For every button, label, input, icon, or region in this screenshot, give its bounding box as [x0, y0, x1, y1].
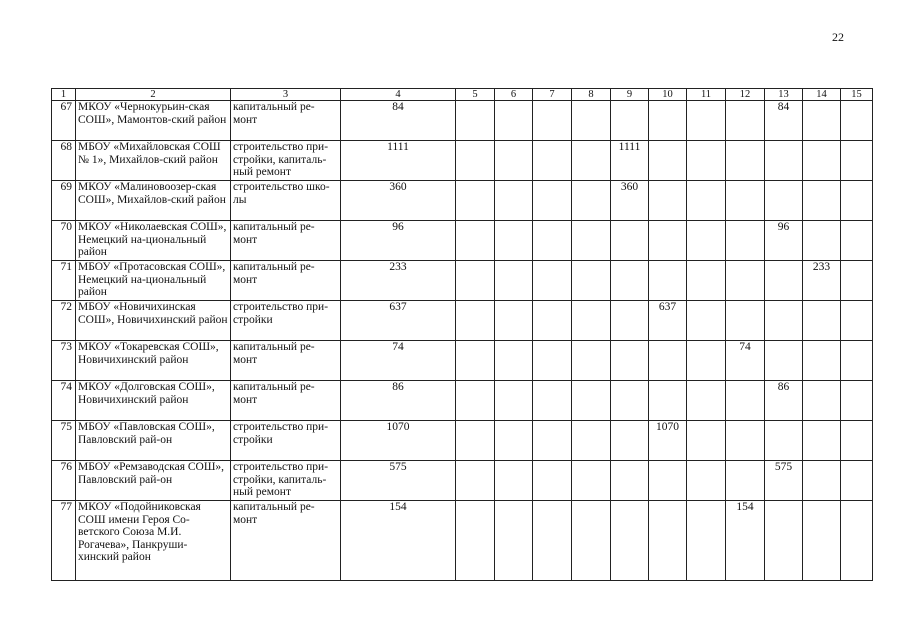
year-cell: [495, 221, 533, 261]
row-number: 74: [52, 381, 76, 421]
school-name: МКОУ «Николаевская СОШ», Немецкий на-циональный район: [76, 221, 231, 261]
year-cell: [687, 461, 726, 501]
year-cell: [572, 101, 611, 141]
year-cell: [533, 221, 572, 261]
year-cell: [687, 501, 726, 581]
year-cell: [803, 501, 841, 581]
year-cell: [456, 261, 495, 301]
row-number: 77: [52, 501, 76, 581]
year-cell: [456, 341, 495, 381]
column-header: 7: [533, 89, 572, 101]
year-cell: [495, 261, 533, 301]
year-cell: [803, 101, 841, 141]
year-cell: [649, 181, 687, 221]
year-cell: [649, 141, 687, 181]
year-cell: 154: [726, 501, 765, 581]
year-cell: [726, 261, 765, 301]
school-name: МКОУ «Малиновоозер-ская СОШ», Михайлов-ский район: [76, 181, 231, 221]
year-cell: [456, 141, 495, 181]
year-cell: [687, 421, 726, 461]
year-cell: [495, 461, 533, 501]
table-row: [52, 341, 873, 381]
year-cell: [533, 261, 572, 301]
school-name: МБОУ «Ремзаводская СОШ», Павловский рай-он: [76, 461, 231, 501]
year-cell: [726, 181, 765, 221]
year-cell: [765, 141, 803, 181]
total-value: 233: [341, 261, 456, 301]
year-cell: [572, 301, 611, 341]
year-cell: [726, 301, 765, 341]
total-value: 360: [341, 181, 456, 221]
year-cell: [572, 461, 611, 501]
year-cell: [841, 101, 873, 141]
year-cell: [765, 501, 803, 581]
year-cell: [687, 101, 726, 141]
year-cell: [841, 461, 873, 501]
year-cell: [533, 101, 572, 141]
year-cell: [572, 141, 611, 181]
year-cell: [611, 381, 649, 421]
column-header: 15: [841, 89, 873, 101]
year-cell: [456, 381, 495, 421]
table-row: [52, 421, 873, 461]
year-cell: [841, 381, 873, 421]
total-value: 86: [341, 381, 456, 421]
row-number: 68: [52, 141, 76, 181]
year-cell: [841, 301, 873, 341]
year-cell: [726, 141, 765, 181]
row-number: 72: [52, 301, 76, 341]
column-header: 5: [456, 89, 495, 101]
year-cell: [649, 221, 687, 261]
year-cell: [495, 501, 533, 581]
year-cell: [687, 381, 726, 421]
column-header: 12: [726, 89, 765, 101]
column-header: 4: [341, 89, 456, 101]
year-cell: [803, 421, 841, 461]
year-cell: [841, 221, 873, 261]
year-cell: [726, 461, 765, 501]
total-value: 84: [341, 101, 456, 141]
year-cell: [495, 381, 533, 421]
year-cell: [803, 141, 841, 181]
year-cell: [611, 221, 649, 261]
column-header: 10: [649, 89, 687, 101]
column-header: 1: [52, 89, 76, 101]
total-value: 1070: [341, 421, 456, 461]
school-name: МБОУ «Новичихинская СОШ», Новичихинский район: [76, 301, 231, 341]
year-cell: [611, 501, 649, 581]
table-row: [52, 381, 873, 421]
year-cell: [765, 181, 803, 221]
year-cell: [572, 501, 611, 581]
year-cell: 84: [765, 101, 803, 141]
year-cell: [495, 341, 533, 381]
work-type: капитальный ре-монт: [231, 221, 341, 261]
year-cell: [765, 421, 803, 461]
year-cell: [611, 461, 649, 501]
year-cell: [765, 301, 803, 341]
year-cell: [456, 461, 495, 501]
school-name: МБОУ «Протасовская СОШ», Немецкий на-циональный район: [76, 261, 231, 301]
year-cell: [533, 461, 572, 501]
year-cell: [841, 341, 873, 381]
year-cell: [649, 101, 687, 141]
work-type: капитальный ре-монт: [231, 501, 341, 581]
row-number: 75: [52, 421, 76, 461]
year-cell: [803, 461, 841, 501]
table-row: [52, 221, 873, 261]
year-cell: [726, 421, 765, 461]
total-value: 637: [341, 301, 456, 341]
year-cell: [649, 381, 687, 421]
year-cell: [803, 301, 841, 341]
year-cell: [495, 101, 533, 141]
school-name: МКОУ «Токаревская СОШ», Новичихинский район: [76, 341, 231, 381]
row-number: 69: [52, 181, 76, 221]
year-cell: 637: [649, 301, 687, 341]
year-cell: [533, 501, 572, 581]
year-cell: 1111: [611, 141, 649, 181]
year-cell: [841, 141, 873, 181]
year-cell: [649, 461, 687, 501]
year-cell: [841, 181, 873, 221]
year-cell: [533, 141, 572, 181]
year-cell: [456, 181, 495, 221]
funding-table: [51, 88, 873, 581]
year-cell: [841, 501, 873, 581]
school-name: МБОУ «Павловская СОШ», Павловский рай-он: [76, 421, 231, 461]
year-cell: [533, 421, 572, 461]
year-cell: [765, 261, 803, 301]
total-value: 96: [341, 221, 456, 261]
table-row: [52, 181, 873, 221]
column-header: 3: [231, 89, 341, 101]
work-type: строительство при-стройки: [231, 301, 341, 341]
year-cell: 86: [765, 381, 803, 421]
year-cell: [687, 141, 726, 181]
column-header: 2: [76, 89, 231, 101]
year-cell: [803, 381, 841, 421]
year-cell: [533, 341, 572, 381]
total-value: 1111: [341, 141, 456, 181]
year-cell: [611, 261, 649, 301]
year-cell: [726, 221, 765, 261]
year-cell: [611, 301, 649, 341]
row-number: 67: [52, 101, 76, 141]
column-header: 6: [495, 89, 533, 101]
year-cell: [803, 221, 841, 261]
work-type: капитальный ре-монт: [231, 381, 341, 421]
year-cell: [726, 101, 765, 141]
year-cell: [495, 181, 533, 221]
row-number: 76: [52, 461, 76, 501]
year-cell: 575: [765, 461, 803, 501]
year-cell: [572, 261, 611, 301]
year-cell: [456, 501, 495, 581]
year-cell: [687, 341, 726, 381]
total-value: 575: [341, 461, 456, 501]
year-cell: [841, 261, 873, 301]
column-header: 14: [803, 89, 841, 101]
year-cell: [533, 301, 572, 341]
year-cell: 360: [611, 181, 649, 221]
page-number: 22: [832, 30, 844, 44]
table-row: [52, 261, 873, 301]
year-cell: [726, 381, 765, 421]
year-cell: [687, 261, 726, 301]
column-header: 13: [765, 89, 803, 101]
column-header: 11: [687, 89, 726, 101]
year-cell: [456, 421, 495, 461]
year-cell: [456, 101, 495, 141]
table-row: [52, 141, 873, 181]
header-row: [52, 89, 873, 101]
column-header: 8: [572, 89, 611, 101]
year-cell: [649, 341, 687, 381]
year-cell: [687, 181, 726, 221]
row-number: 71: [52, 261, 76, 301]
year-cell: [456, 221, 495, 261]
total-value: 154: [341, 501, 456, 581]
year-cell: 96: [765, 221, 803, 261]
year-cell: [803, 181, 841, 221]
year-cell: [456, 301, 495, 341]
year-cell: [649, 501, 687, 581]
school-name: МКОУ «Долговская СОШ», Новичихинский район: [76, 381, 231, 421]
year-cell: [572, 381, 611, 421]
year-cell: [687, 301, 726, 341]
year-cell: [572, 221, 611, 261]
year-cell: [495, 141, 533, 181]
year-cell: [572, 341, 611, 381]
table-row: [52, 101, 873, 141]
row-number: 73: [52, 341, 76, 381]
year-cell: [841, 421, 873, 461]
work-type: строительство шко-лы: [231, 181, 341, 221]
year-cell: [687, 221, 726, 261]
work-type: строительство при-стройки, капиталь-ный ремонт: [231, 141, 341, 181]
table-row: [52, 501, 873, 581]
table-row: [52, 461, 873, 501]
year-cell: [803, 341, 841, 381]
work-type: капитальный ре-монт: [231, 341, 341, 381]
school-name: МКОУ «Чернокурьин-ская СОШ», Мамонтов-ский район: [76, 101, 231, 141]
school-name: МКОУ «Подойниковская СОШ имени Героя Со-ветского Союза М.И. Рогачева», Панкруши-хинский район: [76, 501, 231, 581]
year-cell: [611, 341, 649, 381]
year-cell: [495, 301, 533, 341]
work-type: капитальный ре-монт: [231, 261, 341, 301]
work-type: капитальный ре-монт: [231, 101, 341, 141]
year-cell: [495, 421, 533, 461]
table-row: [52, 301, 873, 341]
year-cell: [572, 421, 611, 461]
year-cell: [611, 421, 649, 461]
work-type: строительство при-стройки, капиталь-ный ремонт: [231, 461, 341, 501]
year-cell: [533, 181, 572, 221]
total-value: 74: [341, 341, 456, 381]
school-name: МБОУ «Михайловская СОШ № 1», Михайлов-ский район: [76, 141, 231, 181]
year-cell: 74: [726, 341, 765, 381]
year-cell: [649, 261, 687, 301]
work-type: строительство при-стройки: [231, 421, 341, 461]
year-cell: [611, 101, 649, 141]
year-cell: [572, 181, 611, 221]
row-number: 70: [52, 221, 76, 261]
year-cell: [533, 381, 572, 421]
year-cell: 1070: [649, 421, 687, 461]
column-header: 9: [611, 89, 649, 101]
year-cell: [765, 341, 803, 381]
year-cell: 233: [803, 261, 841, 301]
